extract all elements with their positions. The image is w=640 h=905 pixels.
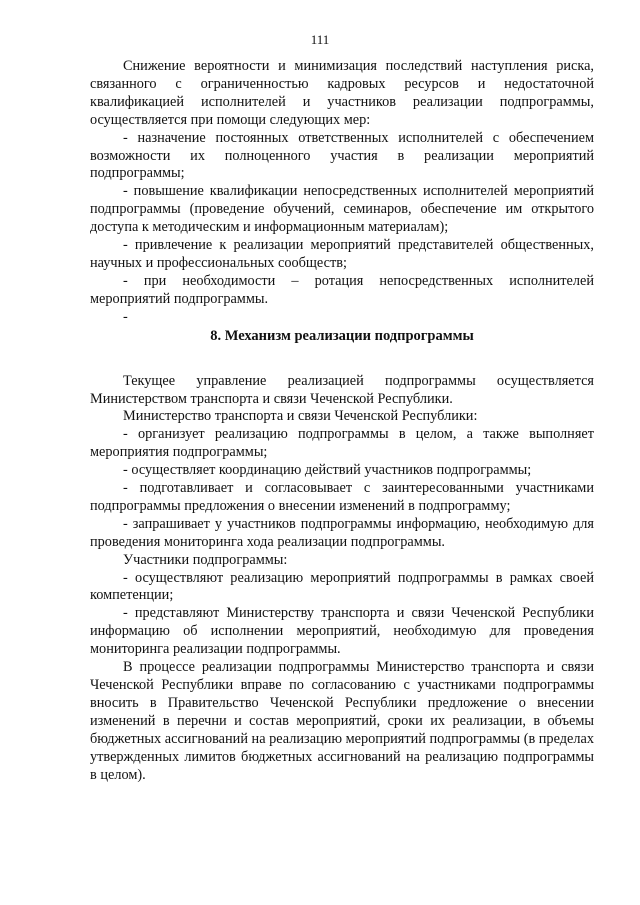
ministry-duty-item: - организует реализацию подпрограммы в целом, а также выполняет мероприятия подпрограммы; [90, 426, 594, 461]
empty-bullet: - [123, 308, 128, 325]
amendment-paragraph: В процессе реализации подпрограммы Министерство транспорта и связи Чеченской Республики вправе по согласованию с участниками подпрограммы вносить в Правительство Чеченской Республики предложение о внесении изменений в перечни и состав мероприятий, сроки их реализации, в объемы бюджетных ассигнований на реализацию мероприятий подпрограммы (в пределах утвержденных лимитов бюджетных ассигнований на реализацию подпрограммы в целом). [90, 659, 594, 783]
page-body [90, 58, 594, 784]
page-number: 111 [310, 32, 330, 47]
participant-duty-item: - осуществляют реализацию мероприятий подпрограммы в рамках своей компетенции; [90, 569, 594, 604]
section-heading: 8. Механизм реализации подпрограммы [210, 327, 474, 344]
risk-measure-item: - назначение постоянных ответственных исполнителей с обеспечением возможности их полноценного участия в реализации мероприятий подпрограммы; [90, 129, 594, 182]
risk-measure-item: - привлечение к реализации мероприятий представителей общественных, научных и профессиональных сообществ; [90, 237, 594, 271]
risk-measure-item: - повышение квалификации непосредственных исполнителей мероприятий подпрограммы (проведение обучений, семинаров, обеспечение им открытого доступа к методическим и информационным материалам); [90, 183, 594, 236]
participants-lead-paragraph: Участники подпрограммы: [123, 551, 288, 568]
ministry-duty-item: - запрашивает у участников подпрограммы информацию, необходимую для проведения мониторинга хода реализации подпрограммы. [90, 515, 594, 550]
ministry-duty-item: - осуществляет координацию действий участников подпрограммы; [123, 462, 532, 479]
ministry-duty-item: - подготавливает и согласовывает с заинтересованными участниками подпрограммы предложения о внесении изменений в подпрограмму; [90, 480, 594, 514]
risk-intro-paragraph: Снижение вероятности и минимизация последствий наступления риска, связанного с ограниченностью кадровых ресурсов и недостаточной квалификацией исполнителей и участников реализации подпрограммы, осуществляется при помощи следующих мер: [90, 58, 594, 128]
risk-measure-item: - при необходимости – ротация непосредственных исполнителей мероприятий подпрограммы. [90, 272, 594, 307]
participant-duty-item: - представляют Министерству транспорта и связи Чеченской Республики информацию об исполнении мероприятий, необходимую для проведения мониторинга реализации подпрограммы. [90, 605, 594, 658]
ministry-lead-paragraph: Министерство транспорта и связи Чеченской Республики: [123, 408, 478, 425]
management-paragraph: Текущее управление реализацией подпрограммы осуществляется Министерством транспорта и связи Чеченской Республики. [90, 372, 594, 407]
